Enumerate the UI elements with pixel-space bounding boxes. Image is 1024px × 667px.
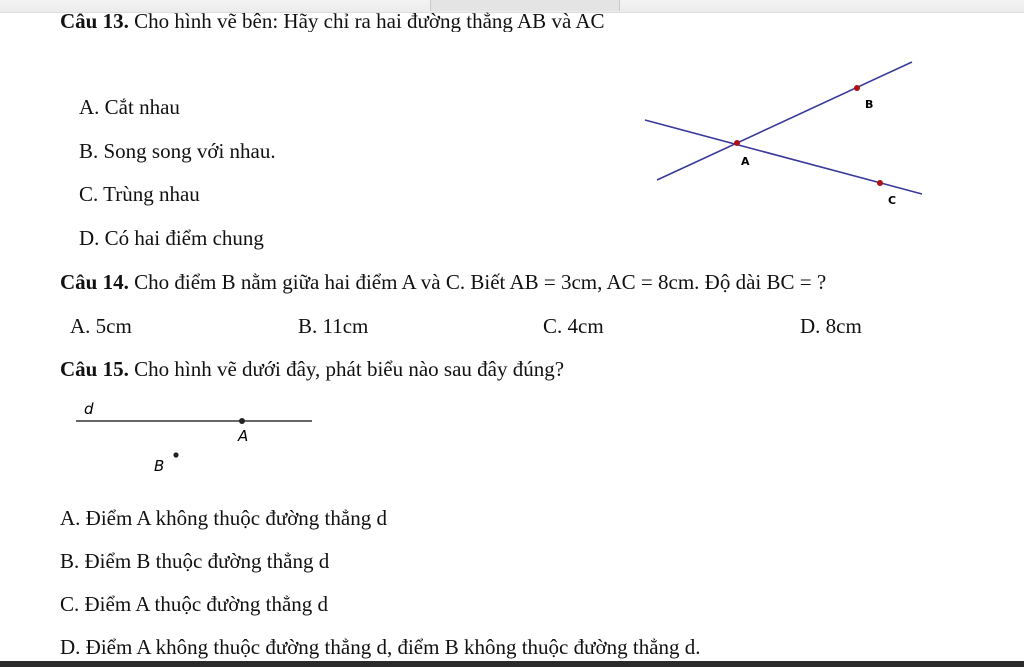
- q13-number: Câu 13.: [60, 9, 129, 32]
- label-d: d: [84, 400, 94, 418]
- q13-option-b[interactable]: B. Song song với nhau.: [79, 139, 276, 163]
- q13-option-c[interactable]: C. Trùng nhau: [79, 182, 200, 206]
- q15-option-a[interactable]: A. Điểm A không thuộc đường thẳng d: [60, 506, 387, 530]
- point-b-dot: [173, 452, 178, 457]
- line-ab: [657, 62, 912, 180]
- point-c-dot: [877, 180, 883, 186]
- point-a-dot: [734, 140, 740, 146]
- q15-figure: [70, 395, 330, 485]
- label-b: B: [154, 457, 165, 475]
- q15-option-b[interactable]: B. Điểm B thuộc đường thẳng d: [60, 549, 330, 573]
- q14-option-d[interactable]: D. 8cm: [800, 314, 862, 338]
- q15-option-d[interactable]: D. Điểm A không thuộc đường thẳng d, điểm B không thuộc đường thẳng d.: [60, 635, 701, 659]
- label-c: C: [888, 194, 897, 207]
- q13-text: Cho hình vẽ bên: Hãy chỉ ra hai đường thẳng AB và AC: [134, 9, 605, 32]
- q14-header: [60, 270, 826, 294]
- q15-text: Cho hình vẽ dưới đây, phát biểu nào sau đây đúng?: [134, 357, 565, 381]
- label-b: B: [865, 98, 874, 111]
- taskbar: [0, 661, 1024, 667]
- q14-option-b[interactable]: B. 11cm: [298, 314, 369, 338]
- q13-figure: [630, 55, 930, 215]
- q13-option-a[interactable]: A. Cắt nhau: [79, 95, 180, 119]
- q14-text: Cho điểm B nằm giữa hai điểm A và C. Biết AB = 3cm, AC = 8cm. Độ dài BC = ?: [134, 270, 827, 294]
- point-b-dot: [854, 85, 860, 91]
- q14-option-c[interactable]: C. 4cm: [543, 314, 604, 338]
- q15-option-c[interactable]: C. Điểm A thuộc đường thẳng d: [60, 592, 329, 616]
- point-a-dot: [239, 418, 245, 424]
- q13-option-d[interactable]: D. Có hai điểm chung: [79, 226, 264, 250]
- q14-number: Câu 14.: [60, 270, 129, 294]
- q13-header-clip: [0, 0, 1024, 32]
- q15-header: [60, 357, 564, 381]
- label-a: A: [238, 427, 249, 445]
- label-a: A: [741, 155, 750, 168]
- q13-header: [60, 9, 605, 32]
- q14-option-a[interactable]: A. 5cm: [70, 314, 132, 338]
- q15-number: Câu 15.: [60, 357, 129, 381]
